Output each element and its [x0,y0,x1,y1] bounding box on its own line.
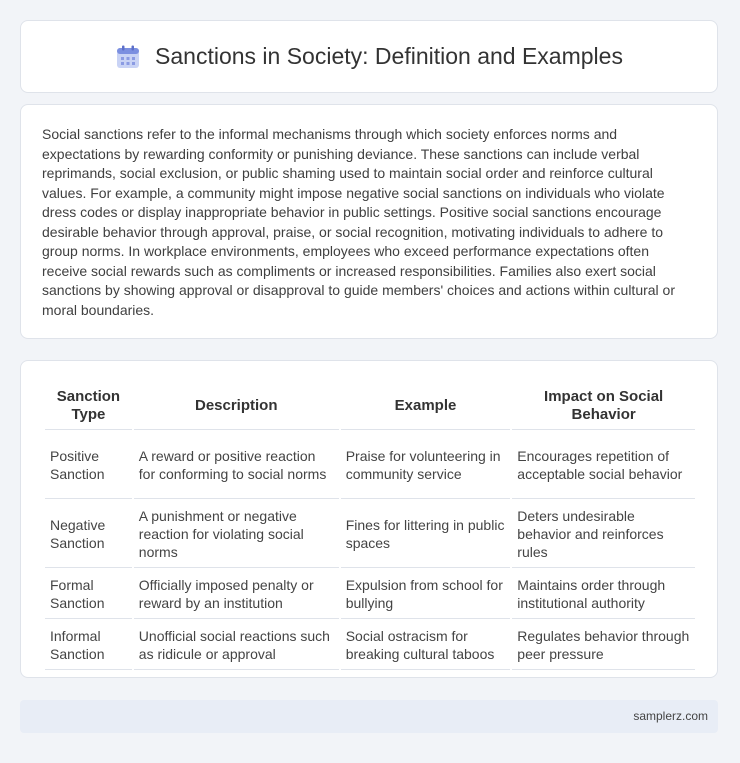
table-row [45,501,695,568]
footer [20,700,718,733]
column-header: Sanction Type [45,383,132,430]
table-cell: Formal Sanction [45,570,132,619]
table-row [45,621,695,670]
table-cell: Informal Sanction [45,621,132,670]
intro-paragraph: Social sanctions refer to the informal mechanisms through which society enforces norms and expectations by rewarding conformity or punishing deviance. These sanctions can include verbal reprimands, social exclusion, or public shaming used to maintain social order and reinforce cultural values. For example, a community might impose negative social sanctions on individuals who violate dress codes or display inappropriate behavior in public settings. Positive social sanctions encourage desirable behavior through approval, praise, or social recognition, motivating individuals to adhere to group norms. In workplace environments, employees who exceed performance expectations often receive social rewards such as compliments or increased responsibilities. Families also exert social sanctions by showing approval or disapproval to guide members' choices and actions within cultural or moral boundaries. [42,126,676,318]
table-row [45,432,695,499]
footer-site-link[interactable]: samplerz.com [633,709,708,723]
table-cell: Unofficial social reactions such as ridicule or approval [134,621,339,670]
table-cell: Encourages repetition of acceptable social behavior [512,432,695,499]
table-cell: Maintains order through institutional authority [512,570,695,619]
table-row [45,570,695,619]
table-cell: A reward or positive reaction for conforming to social norms [134,432,339,499]
sanctions-table [43,381,697,672]
header-card [20,20,718,93]
table-cell: Negative Sanction [45,501,132,568]
table-cell: Praise for volunteering in community service [341,432,511,499]
page-title: Sanctions in Society: Definition and Examples [155,43,623,69]
intro-card [20,104,718,339]
table-cell: Social ostracism for breaking cultural taboos [341,621,511,670]
table-cell: Positive Sanction [45,432,132,499]
table-card [20,360,718,678]
table-cell: A punishment or negative reaction for violating social norms [134,501,339,568]
table-cell: Regulates behavior through peer pressure [512,621,695,670]
column-header: Description [134,383,339,430]
table-cell: Officially imposed penalty or reward by an institution [134,570,339,619]
table-header-row [45,383,695,430]
column-header: Impact on Social Behavior [512,383,695,430]
column-header: Example [341,383,511,430]
table-cell: Deters undesirable behavior and reinforces rules [512,501,695,568]
calendar-icon [115,44,141,70]
table-cell: Expulsion from school for bullying [341,570,511,619]
table-cell: Fines for littering in public spaces [341,501,511,568]
